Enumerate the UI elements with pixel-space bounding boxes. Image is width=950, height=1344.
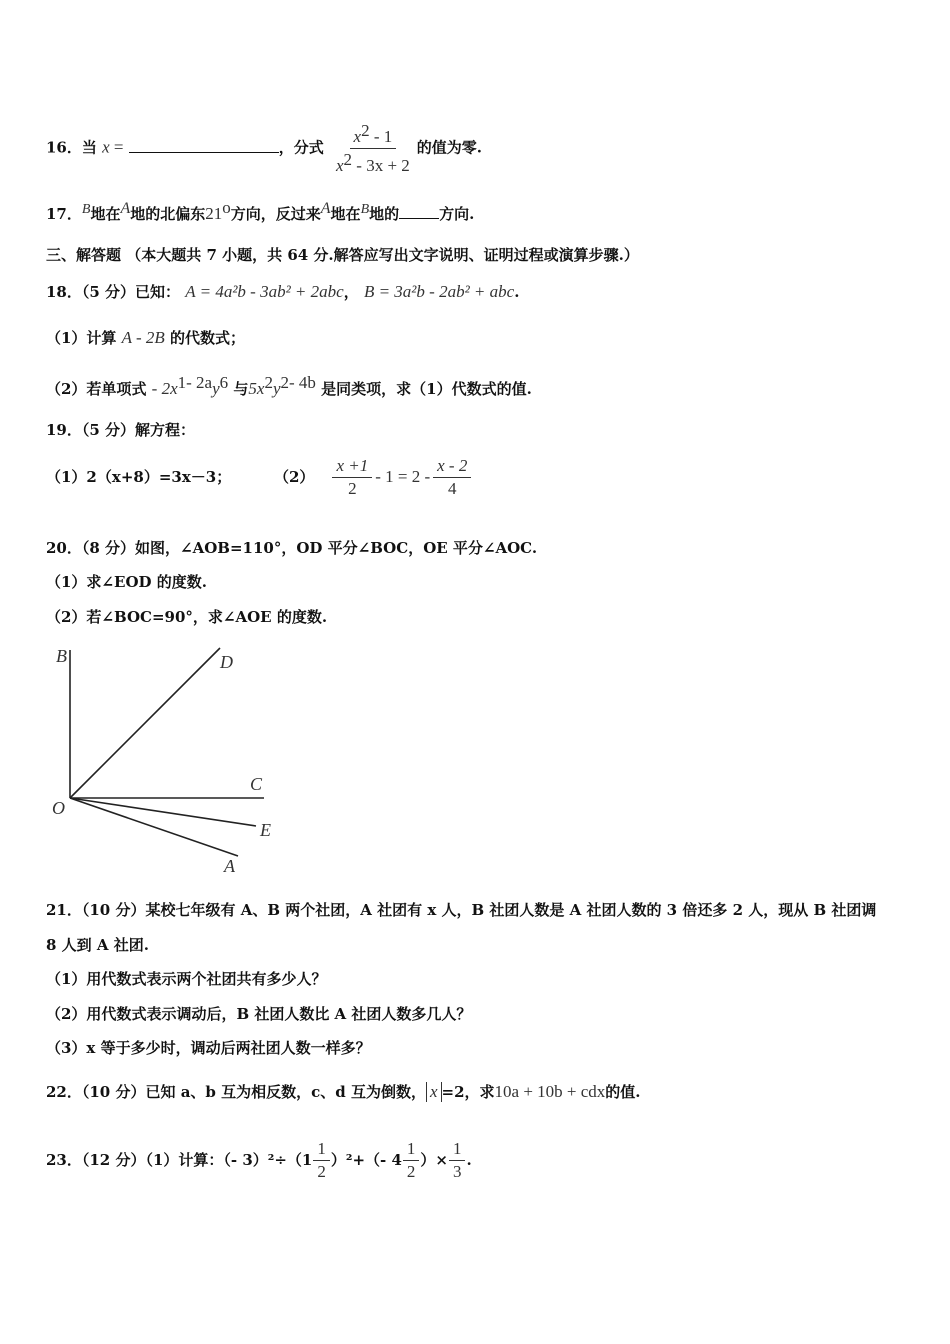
label-E: E <box>260 820 271 840</box>
ray-OA <box>70 798 238 856</box>
ray-OD <box>70 648 220 798</box>
question-21-cont: 8 人到 A 社团. <box>46 936 149 954</box>
question-18: 18．（5 分）已知： A = 4a²b - 3ab² + 2abc， B = 3a²b - 2ab² + abc. <box>46 282 520 301</box>
fraction: $\frac{x^2 - 1}{x^2 - 3x + 2}$ <box>336 121 410 175</box>
question-21: 21．（10 分）某校七年级有 A、B 两个社团，A 社团有 x 人，B 社团人数是 A 社团人数的 3 倍还多 2 人，现从 B 社团调 <box>46 901 877 919</box>
label-A: A <box>224 856 235 876</box>
question-16: 16．当 x = ，分式 $\frac{x^2 - 1}{x^2 - 3x + 2}$ 的值为零. <box>46 121 483 175</box>
label-O: O <box>52 798 65 818</box>
question-20-part-1: （1）求∠EOD 的度数. <box>46 573 207 591</box>
question-19-parts: （1）2（x+8）=3x－3； （2） $\frac{x +1}{2}$ - 1 = 2 - $\frac{x - 2}{4}$ <box>46 454 474 500</box>
label-D: D <box>220 652 233 672</box>
question-21-part-1: （1）用代数式表示两个社团共有多少人？ <box>46 970 327 988</box>
label-B: B <box>56 646 67 666</box>
question-23: 23．（12 分）（1）计算：（- 3）²÷（1 $\frac{1}{2}$ ）²+（- 4 $\frac{1}{2}$ ）× $\frac{1}{3}$ . <box>46 1138 472 1181</box>
section-title: 三、解答题 （本大题共 7 小题，共 64 分.解答应写出文字说明、证明过程或演算步骤.） <box>46 246 639 264</box>
question-17: 17．$^B$地在$^A$地的北偏东21$^o$方向，反过来$^A$地在$^B$地的 方向. <box>46 198 475 223</box>
answer-blank-16[interactable] <box>129 152 279 153</box>
question-22: 22．（10 分）已知 a、b 互为相反数，c、d 互为倒数， x =2，求10a + 10b + cdx的值. <box>46 1082 641 1101</box>
ray-OE <box>70 798 256 826</box>
question-18-part-1: （1）计算 A - 2B 的代数式； <box>46 328 246 347</box>
question-19: 19．（5 分）解方程： <box>46 421 196 439</box>
question-20-part-2: （2）若∠BOC=90°，求∠AOE 的度数. <box>46 608 328 626</box>
question-20: 20．（8 分）如图，∠AOB=110°，OD 平分∠BOC，OE 平分∠AOC. <box>46 539 538 557</box>
label-C: C <box>250 774 263 794</box>
question-21-part-2: （2）用代数式表示调动后，B 社团人数比 A 社团人数多几人？ <box>46 1005 472 1023</box>
angle-diagram <box>40 640 300 880</box>
question-18-part-2: （2）若单项式 - $2x^{1- 2a}y^6$ 与$5x^2y^{2- 4b}$ 是同类项，求（1）代数式的值. <box>46 373 532 398</box>
question-21-part-3: （3）x 等于多少时，调动后两社团人数一样多？ <box>46 1039 371 1057</box>
answer-blank-17[interactable] <box>399 218 439 219</box>
